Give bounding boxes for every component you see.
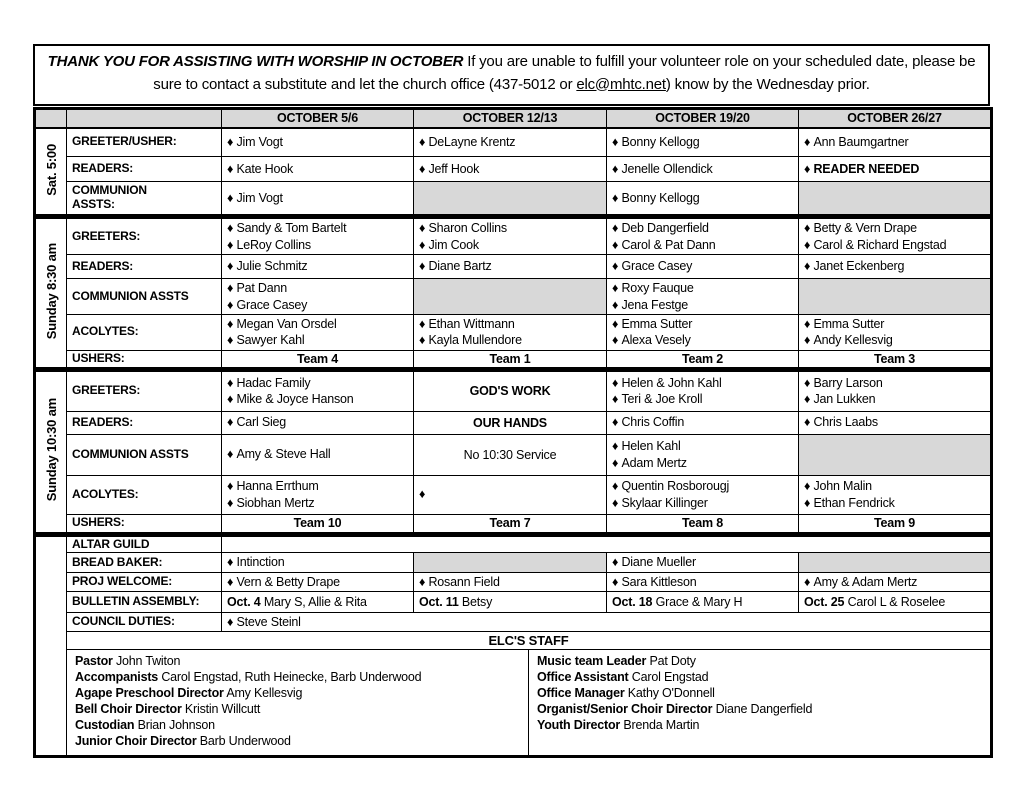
volunteer-name: ♦ Betty & Vern Drape: [804, 220, 985, 236]
date-column-header: OCTOBER 26/27: [799, 109, 992, 128]
bulletin-cell: [799, 591, 992, 612]
volunteer-name: ♦ LeRoy Collins: [227, 237, 408, 253]
role-label: USHERS:: [67, 350, 222, 369]
volunteer-name: ♦ Sharon Collins: [419, 220, 601, 236]
volunteer-name: ♦ Hadac Family: [227, 375, 408, 391]
schedule-cell: [222, 255, 414, 279]
schedule-cell: [222, 128, 414, 157]
volunteer-name: ♦ Quentin Rosborougj: [612, 478, 793, 494]
schedule-cell: [222, 182, 414, 217]
volunteer-name: ♦ Skylaar Killinger: [612, 495, 793, 511]
notice-title: THANK YOU FOR ASSISTING WITH WORSHIP IN OCTOBER: [47, 53, 464, 70]
volunteer-name: ♦ Chris Coffin: [612, 414, 793, 430]
staff-name: Carol Engstad: [631, 670, 709, 685]
volunteer-name: ♦ Vern & Betty Drape: [227, 574, 408, 590]
staff-name: Brenda Martin: [623, 718, 700, 733]
schedule-cell: [414, 128, 607, 157]
schedule-cell: [607, 475, 799, 514]
volunteer-name: ♦ Diane Mueller: [612, 554, 793, 570]
volunteer-name: ♦ Bonny Kellogg: [612, 190, 793, 206]
volunteer-name: ♦ Carol & Pat Dann: [612, 237, 793, 253]
volunteer-name: ♦ Helen Kahl: [612, 438, 793, 454]
schedule-cell: [799, 475, 992, 514]
team-cell: Team 1: [414, 350, 607, 369]
schedule-cell: [607, 279, 799, 315]
empty-bullet: [419, 486, 601, 502]
center-note: GOD'S WORK: [414, 369, 607, 411]
schedule-cell: [222, 279, 414, 315]
role-label: USHERS:: [67, 514, 222, 534]
schedule-cell: [607, 217, 799, 255]
volunteer-name: ♦ Pat Dann: [227, 280, 408, 296]
role-label: COMMUNION ASSTS: [67, 279, 222, 315]
shaded-empty-cell: [414, 553, 607, 572]
notice-text-after-link: ) know by the Wednesday prior.: [665, 75, 870, 93]
staff-entry: [75, 701, 520, 717]
schedule-cell: [222, 157, 414, 182]
role-label: READERS:: [67, 411, 222, 434]
schedule-cell: [414, 217, 607, 255]
volunteer-name: ♦ Kayla Mullendore: [419, 332, 601, 348]
volunteer-name: ♦ Sawyer Kahl: [227, 332, 408, 348]
schedule-cell: [414, 255, 607, 279]
volunteer-name: ♦ Chris Laabs: [804, 414, 985, 430]
bulletin-date: Oct. 4: [227, 594, 261, 609]
role-label: GREETERS:: [67, 217, 222, 255]
volunteer-name: ♦ Carol & Richard Engstad: [804, 237, 985, 253]
volunteer-name: ♦ Ethan Wittmann: [419, 316, 601, 332]
bulletin-names: Mary S, Allie & Rita: [263, 594, 367, 609]
staff-right-column: [528, 650, 990, 755]
volunteer-name: ♦ Jim Cook: [419, 237, 601, 253]
staff-name: Kathy O'Donnell: [627, 686, 715, 701]
role-label: ACOLYTES:: [67, 315, 222, 351]
role-label: GREETER/USHER:: [67, 128, 222, 157]
volunteer-name: ♦ Kate Hook: [227, 161, 408, 177]
staff-role: Office Manager: [537, 686, 625, 701]
volunteer-name: ♦ Roxy Fauque: [612, 280, 793, 296]
time-label-sunday-830: Sunday 8:30 am: [35, 217, 67, 370]
volunteer-name: ♦ Jenelle Ollendick: [612, 161, 793, 177]
role-label: BULLETIN ASSEMBLY:: [67, 591, 222, 612]
volunteer-name: ♦ Julie Schmitz: [227, 258, 408, 274]
schedule-cell: [222, 217, 414, 255]
time-label-sat: Sat. 5:00: [35, 128, 67, 217]
staff-role: Junior Choir Director: [75, 734, 197, 749]
header-corner-cell: [35, 109, 67, 128]
volunteer-name: ♦ Grace Casey: [612, 258, 793, 274]
staff-entry: [537, 669, 982, 685]
bulletin-date: Oct. 18: [612, 594, 653, 609]
staff-role: Office Assistant: [537, 670, 629, 685]
staff-left-column: [67, 650, 528, 755]
schedule-cell: [607, 157, 799, 182]
team-cell: Team 8: [607, 514, 799, 534]
staff-entry: [537, 717, 982, 733]
date-column-header: OCTOBER 19/20: [607, 109, 799, 128]
volunteer-name: ♦ Ethan Fendrick: [804, 495, 985, 511]
schedule-cell: [799, 157, 992, 182]
date-column-header: OCTOBER 12/13: [414, 109, 607, 128]
staff-role: Custodian: [75, 718, 135, 733]
team-cell: Team 7: [414, 514, 607, 534]
staff-entry: [537, 685, 982, 701]
staff-entry: [537, 653, 982, 669]
volunteer-name: ♦ Megan Van Orsdel: [227, 316, 408, 332]
volunteer-name: ♦ Teri & Joe Kroll: [612, 391, 793, 407]
shaded-empty-cell: [414, 279, 607, 315]
bulletin-names: Carol L & Roselee: [847, 594, 946, 609]
bulletin-names: Grace & Mary H: [655, 594, 743, 609]
volunteer-name: ♦ Amy & Steve Hall: [227, 446, 408, 462]
role-label: ALTAR GUILD: [67, 534, 222, 553]
staff-role: Organist/Senior Choir Director: [537, 702, 713, 717]
bulletin-date: Oct. 25: [804, 594, 845, 609]
volunteer-name: ♦ Emma Sutter: [804, 316, 985, 332]
role-label: PROJ WELCOME:: [67, 572, 222, 591]
schedule-cell: [414, 157, 607, 182]
volunteer-name: ♦ DeLayne Krentz: [419, 134, 601, 150]
staff-role: Pastor: [75, 654, 113, 669]
bulletin-cell: [607, 591, 799, 612]
staff-name: Diane Dangerfield: [715, 702, 813, 717]
schedule-cell: [607, 369, 799, 411]
staff-entry: [537, 701, 982, 717]
schedule-table: [33, 107, 993, 758]
schedule-cell: [222, 315, 414, 351]
schedule-cell: [799, 369, 992, 411]
header-corner-cell: [67, 109, 222, 128]
schedule-cell: [607, 315, 799, 351]
schedule-cell: [799, 315, 992, 351]
schedule-cell: [799, 411, 992, 434]
staff-role: Agape Preschool Director: [75, 686, 224, 701]
role-label: BREAD BAKER:: [67, 553, 222, 572]
volunteer-name: ♦ Sandy & Tom Bartelt: [227, 220, 408, 236]
volunteer-name: ♦ Jan Lukken: [804, 391, 985, 407]
volunteer-name: ♦ Grace Casey: [227, 297, 408, 313]
volunteer-name: ♦ Bonny Kellogg: [612, 134, 793, 150]
staff-role: Youth Director: [537, 718, 621, 733]
team-cell: Team 4: [222, 350, 414, 369]
schedule-cell: [607, 572, 799, 591]
team-cell: Team 9: [799, 514, 992, 534]
schedule-cell: [607, 411, 799, 434]
date-column-header: OCTOBER 5/6: [222, 109, 414, 128]
volunteer-name: ♦ Jim Vogt: [227, 134, 408, 150]
volunteer-name: ♦ Emma Sutter: [612, 316, 793, 332]
team-cell: Team 10: [222, 514, 414, 534]
volunteer-name: ♦ Intinction: [227, 554, 408, 570]
notice-box: [33, 44, 990, 106]
role-label: READERS:: [67, 157, 222, 182]
council-duty-cell: [222, 612, 992, 631]
center-note: OUR HANDS: [414, 411, 607, 434]
schedule-cell: [799, 255, 992, 279]
volunteer-name: ♦ Jena Festge: [612, 297, 793, 313]
shaded-empty-cell: [799, 279, 992, 315]
staff-heading: ELC'S STAFF: [67, 632, 992, 650]
role-label: COMMUNION ASSTS: [67, 434, 222, 475]
volunteer-name: ♦ Andy Kellesvig: [804, 332, 985, 348]
schedule-cell: [607, 434, 799, 475]
volunteer-name: ♦ Helen & John Kahl: [612, 375, 793, 391]
schedule-cell: [414, 475, 607, 514]
schedule-cell: [222, 411, 414, 434]
volunteer-name: ♦ John Malin: [804, 478, 985, 494]
document-page: [33, 44, 990, 758]
schedule-cell: [799, 128, 992, 157]
shaded-empty-cell: [799, 434, 992, 475]
staff-name: Carol Engstad, Ruth Heinecke, Barb Underwood: [161, 670, 422, 685]
volunteer-name: ♦ Mike & Joyce Hanson: [227, 391, 408, 407]
volunteer-name: ♦ Deb Dangerfield: [612, 220, 793, 236]
volunteer-name: ♦ Ann Baumgartner: [804, 134, 985, 150]
volunteer-name: ♦ Rosann Field: [419, 574, 601, 590]
shaded-empty-cell: [799, 182, 992, 217]
role-label: GREETERS:: [67, 369, 222, 411]
schedule-cell: [222, 572, 414, 591]
center-note: No 10:30 Service: [414, 434, 607, 475]
volunteer-name: ♦ Adam Mertz: [612, 455, 793, 471]
volunteer-name: ♦ Alexa Vesely: [612, 332, 793, 348]
shaded-empty-cell: [799, 553, 992, 572]
staff-role: Bell Choir Director: [75, 702, 182, 717]
staff-name: Barb Underwood: [199, 734, 291, 749]
schedule-cell: [799, 572, 992, 591]
volunteer-name: ♦ Siobhan Mertz: [227, 495, 408, 511]
role-label: COUNCIL DUTIES:: [67, 612, 222, 631]
schedule-cell: [607, 182, 799, 217]
schedule-cell: [414, 315, 607, 351]
notice-text-before-link: If you are unable to fulfill your volunteer role on your scheduled date, please be sure to contact a substitute and let the church office (437-5012 or: [153, 53, 976, 93]
volunteer-name: ♦ Carl Sieg: [227, 414, 408, 430]
schedule-cell: [222, 369, 414, 411]
altar-guild-empty-cell: [222, 534, 992, 553]
schedule-cell: [222, 434, 414, 475]
staff-name: Pat Doty: [649, 654, 696, 669]
staff-role: Music team Leader: [537, 654, 647, 669]
volunteer-name: ♦ Steve Steinl: [227, 614, 985, 630]
role-label: READERS:: [67, 255, 222, 279]
staff-block: [67, 650, 992, 757]
volunteer-name: ♦ Hanna Errthum: [227, 478, 408, 494]
staff-entry: [75, 669, 520, 685]
staff-name: Amy Kellesvig: [226, 686, 303, 701]
staff-name: John Twiton: [116, 654, 181, 669]
schedule-cell: [607, 128, 799, 157]
volunteer-name: ♦ Janet Eckenberg: [804, 258, 985, 274]
volunteer-name: ♦ Jim Vogt: [227, 190, 408, 206]
volunteer-name: ♦ Barry Larson: [804, 375, 985, 391]
volunteer-name: ♦ Jeff Hook: [419, 161, 601, 177]
staff-name: Brian Johnson: [137, 718, 215, 733]
reader-needed-note: ♦ READER NEEDED: [804, 161, 985, 177]
schedule-cell: [607, 255, 799, 279]
staff-entry: [75, 733, 520, 749]
shaded-empty-cell: [414, 182, 607, 217]
email-link[interactable]: elc@mhtc.net: [576, 75, 666, 93]
staff-entry: [75, 653, 520, 669]
staff-role: Accompanists: [75, 670, 159, 685]
volunteer-name: ♦ Amy & Adam Mertz: [804, 574, 985, 590]
bulletin-names: Betsy: [461, 594, 493, 609]
staff-entry: [75, 685, 520, 701]
volunteer-name: ♦ Diane Bartz: [419, 258, 601, 274]
bulletin-date: Oct. 11: [419, 594, 459, 609]
schedule-cell: [607, 553, 799, 572]
schedule-cell: [222, 475, 414, 514]
staff-name: Kristin Willcutt: [184, 702, 261, 717]
volunteer-name: ♦ Sara Kittleson: [612, 574, 793, 590]
bulletin-cell: [222, 591, 414, 612]
team-cell: Team 3: [799, 350, 992, 369]
schedule-cell: [799, 217, 992, 255]
staff-entry: [75, 717, 520, 733]
role-label: COMMUNION ASSTS:: [67, 182, 222, 217]
time-label-sunday-1030: Sunday 10:30 am: [35, 369, 67, 534]
bulletin-cell: [414, 591, 607, 612]
team-cell: Team 2: [607, 350, 799, 369]
schedule-cell: [414, 572, 607, 591]
schedule-cell: [222, 553, 414, 572]
bottom-left-spacer-cell: [35, 534, 67, 757]
role-label: ACOLYTES:: [67, 475, 222, 514]
